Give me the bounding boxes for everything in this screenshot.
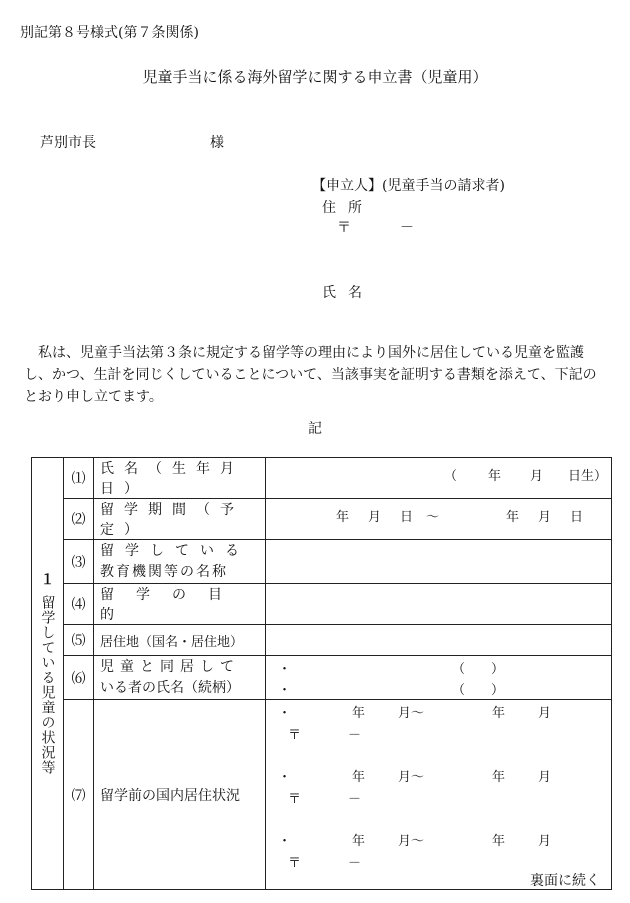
- page-title: 児童手当に係る海外留学に関する申立書（児童用）: [142, 68, 488, 86]
- period-end-day-label: 日: [570, 510, 584, 525]
- cohabitant-bullet: ・: [278, 683, 292, 698]
- residence-month-from-label: 月～: [398, 834, 425, 849]
- residence-year2-label: 年: [492, 706, 506, 721]
- period-start-year-label: 年: [336, 510, 350, 525]
- residence-month2-label: 月: [538, 834, 552, 849]
- row-label: 留学期間（予定）: [94, 499, 266, 540]
- period-start-month-label: 月: [368, 510, 382, 525]
- address-label: 住所: [322, 200, 374, 216]
- table-row: [32, 540, 612, 584]
- period-end-year-label: 年: [506, 510, 520, 525]
- cohabitant-relation-paren: （ ）: [452, 683, 505, 698]
- residence-month-from-label: 月～: [398, 770, 425, 785]
- cohabitant-field[interactable]: [266, 656, 612, 700]
- residence-bullet: ・: [278, 770, 292, 785]
- residence-year-label: 年: [352, 834, 366, 849]
- residence-year-label: 年: [352, 770, 366, 785]
- residence-bullet: ・: [278, 834, 292, 849]
- table-row: [32, 625, 612, 656]
- addressee-name: 芦別市長: [40, 135, 96, 151]
- applicant-heading: 【申立人】(児童手当の請求者): [312, 178, 505, 194]
- row-label-line: 留学している: [100, 542, 250, 559]
- row-label: 氏名（生年月日）: [94, 458, 266, 499]
- row-label-line: 教育機関等の名称: [100, 563, 228, 580]
- residence-postal-mark: 〒: [288, 856, 302, 871]
- prior-residence-field[interactable]: [266, 700, 612, 890]
- row-number: ⑷: [64, 584, 94, 625]
- dob-day-label: 日生）: [568, 469, 608, 484]
- dob-month-label: 月: [530, 469, 544, 484]
- section-side-cell: [32, 458, 64, 890]
- row-number: ⑺: [64, 700, 94, 890]
- residence-bullet: ・: [278, 706, 292, 721]
- residence-postal-dash: －: [348, 728, 362, 743]
- name-dob-field[interactable]: [266, 458, 612, 499]
- residence-postal-dash: －: [348, 792, 362, 807]
- study-period-field[interactable]: [266, 499, 612, 540]
- institution-name-field[interactable]: [266, 540, 612, 584]
- section-number: １: [40, 571, 55, 588]
- continue-on-back: 裏面に続く: [530, 873, 600, 889]
- row-label: 留学の目的: [94, 584, 266, 625]
- residence-postal-mark: 〒: [288, 792, 302, 807]
- residence-year2-label: 年: [492, 770, 506, 785]
- row-label: 居住地（国名・居住地）: [94, 625, 266, 656]
- residence-postal-dash: －: [348, 856, 362, 871]
- row-label-line: 児童と同居して: [100, 658, 240, 675]
- table-row: [32, 656, 612, 700]
- study-purpose-field[interactable]: [266, 584, 612, 625]
- residence-postal-mark: 〒: [288, 728, 302, 743]
- row-number: ⑵: [64, 499, 94, 540]
- row-label: [94, 656, 266, 700]
- statement-paragraph: 私は、児童手当法第３条に規定する留学等の理由により国外に居住している児童を監護し、かつ、生計を同じくしていることについて、当該事実を証明する書類を添えて、下記のとおり申し立てます。: [24, 345, 597, 405]
- table-row: [32, 700, 612, 890]
- postal-mark: 〒: [337, 220, 351, 236]
- table-row: [32, 499, 612, 540]
- row-number: ⑸: [64, 625, 94, 656]
- table-row: [32, 458, 612, 499]
- residence-year-label: 年: [352, 706, 366, 721]
- residence-month2-label: 月: [538, 770, 552, 785]
- period-end-month-label: 月: [538, 510, 552, 525]
- period-tilde: ～: [426, 510, 440, 525]
- cohabitant-relation-paren: （ ）: [452, 662, 505, 677]
- cohabitant-bullet: ・: [278, 662, 292, 677]
- row-number: ⑹: [64, 656, 94, 700]
- postal-dash: －: [400, 220, 414, 236]
- row-number: ⑴: [64, 458, 94, 499]
- row-number: ⑶: [64, 540, 94, 584]
- dob-year-label: 年: [488, 469, 502, 484]
- dob-open-paren: （: [444, 469, 458, 484]
- section-title: 留学している児童の状況等: [39, 594, 56, 775]
- addressee-honorific: 様: [210, 135, 224, 151]
- row-label: 留学前の国内居住状況: [94, 700, 266, 890]
- table-row: [32, 584, 612, 625]
- residence-month-from-label: 月～: [398, 706, 425, 721]
- residence-year2-label: 年: [492, 834, 506, 849]
- residence-field[interactable]: [266, 625, 612, 656]
- ki-heading: 記: [308, 421, 322, 437]
- row-label: [94, 540, 266, 584]
- form-number: 別記第８号様式(第７条関係): [20, 25, 199, 41]
- period-start-day-label: 日: [400, 510, 414, 525]
- row-label-line: いる者の氏名（続柄）: [100, 679, 240, 696]
- residence-month2-label: 月: [538, 706, 552, 721]
- name-label: 氏名: [322, 285, 374, 301]
- child-status-table: [31, 457, 612, 890]
